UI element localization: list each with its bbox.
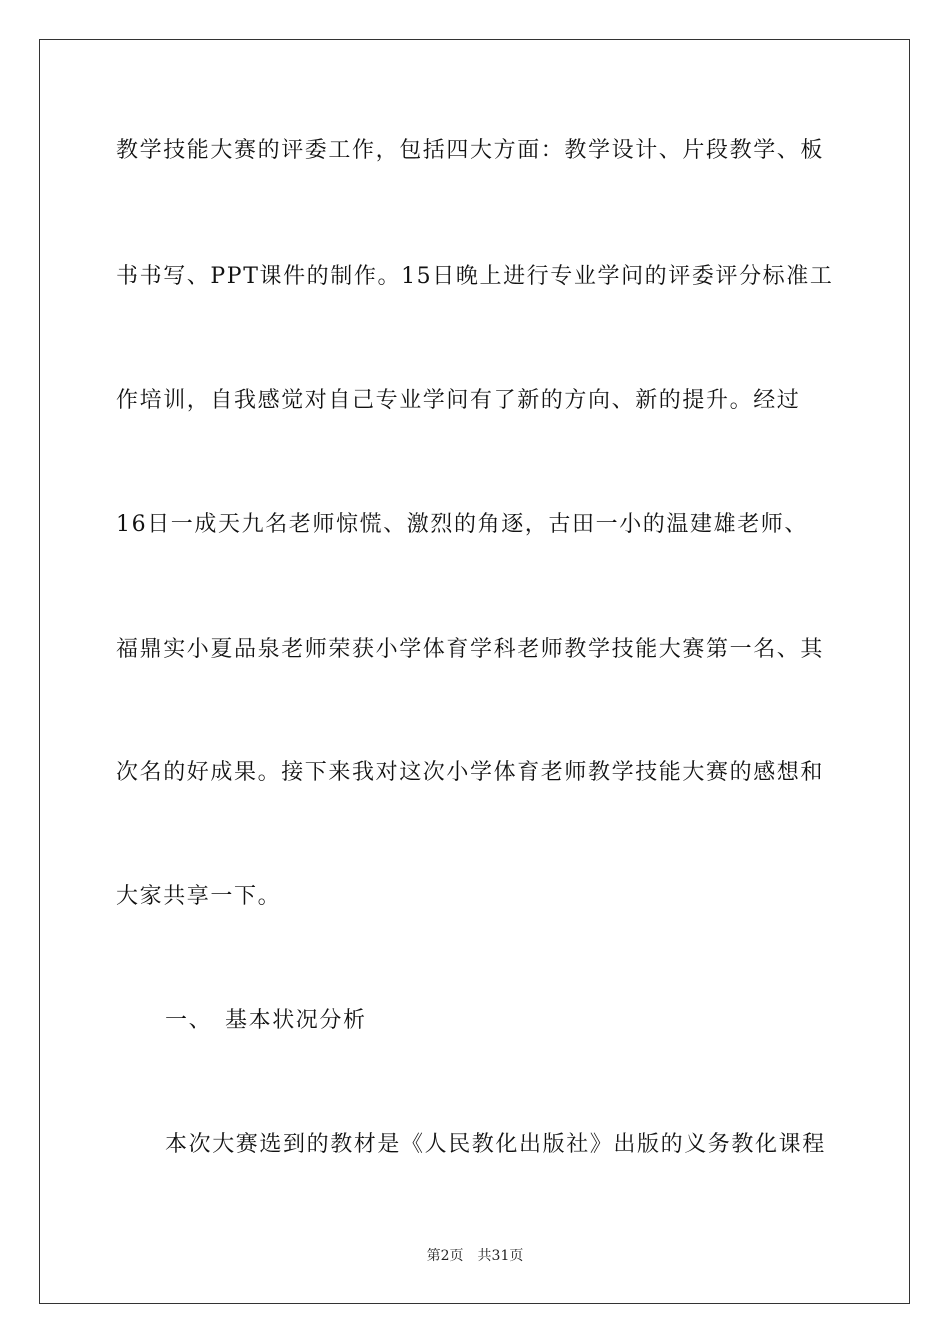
page-footer	[0, 1246, 950, 1266]
body-text-line: 大家共享一下。	[116, 884, 282, 909]
body-text-line: 书书写、PPT课件的制作。15日晚上进行专业学问的评委评分标准工	[116, 264, 834, 289]
page-border	[39, 39, 910, 1304]
body-text-line: 作培训，自我感觉对自己专业学问有了新的方向、新的提升。经过	[116, 388, 801, 413]
page-total: 共31页	[477, 1248, 524, 1264]
section-number: 一、	[165, 1008, 213, 1033]
body-text-line: 教学技能大赛的评委工作，包括四大方面：教学设计、片段教学、板	[116, 138, 825, 163]
body-text-line: 16日一成天九名老师惊慌、激烈的角逐，古田一小的温建雄老师、	[116, 512, 808, 537]
body-text-line: 福鼎实小夏品泉老师荣获小学体育学科老师教学技能大赛第一名、其	[116, 637, 825, 662]
paragraph-first-line: 本次大赛选到的教材是《人民教化出版社》出版的义务教化课程	[165, 1132, 826, 1157]
section-heading	[165, 1006, 367, 1036]
page-number: 第2页	[426, 1248, 464, 1264]
section-title: 基本状况分析	[225, 1008, 367, 1033]
body-text-line: 次名的好成果。接下来我对这次小学体育老师教学技能大赛的感想和	[116, 760, 825, 785]
